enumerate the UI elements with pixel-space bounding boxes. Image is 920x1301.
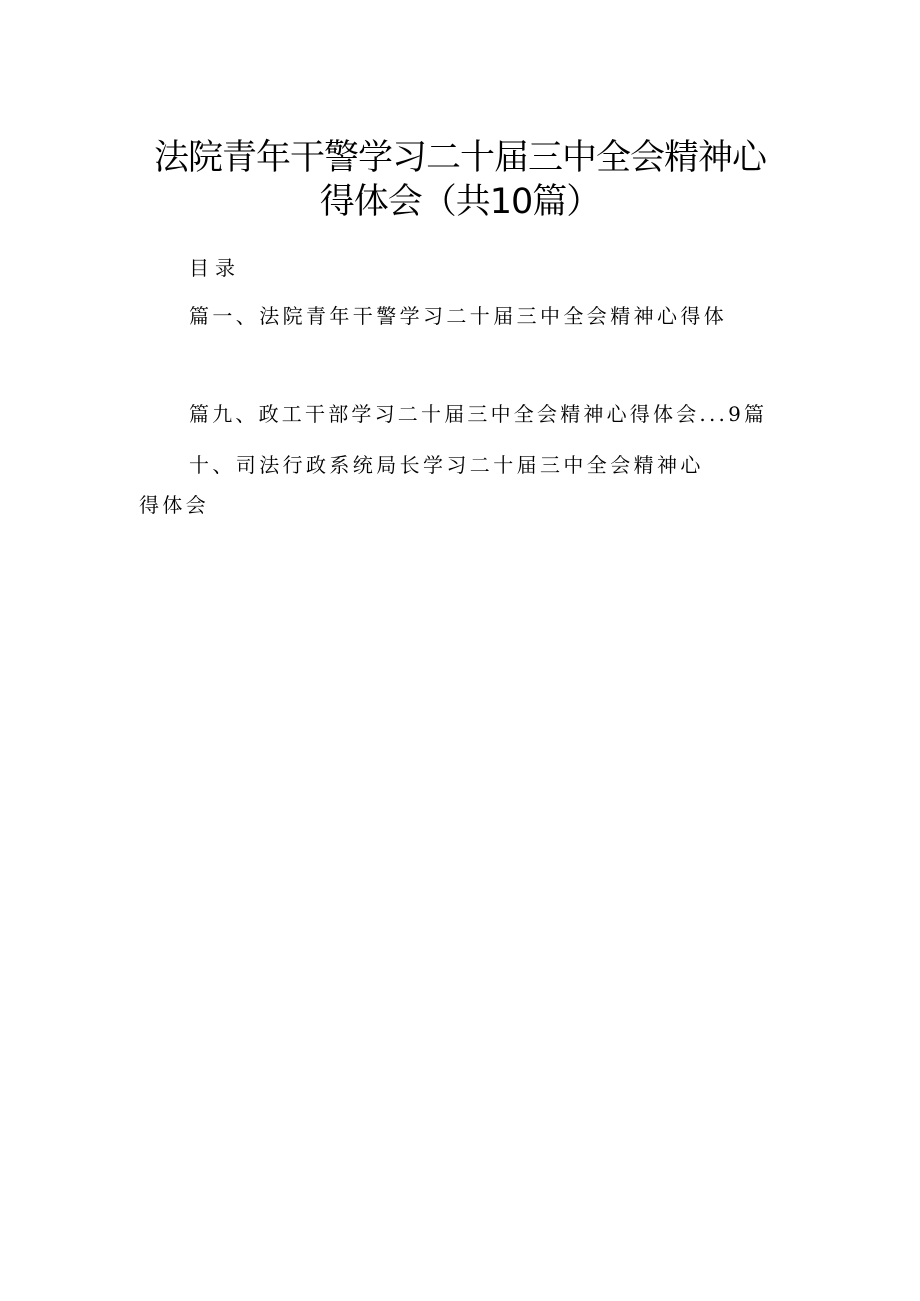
toc-heading: 目录 <box>189 256 241 280</box>
toc-entry-10-line-2: 得体会 <box>139 493 210 517</box>
document-title-line-2: 得体会（共10篇） <box>319 182 601 222</box>
toc-entry-9: 篇九、政工干部学习二十届三中全会精神心得体会...9篇 <box>189 402 768 426</box>
toc-entry-10-line-1: 十、司法行政系统局长学习二十届三中全会精神心 <box>189 453 704 477</box>
document-title-line-1: 法院青年干警学习二十届三中全会精神心 <box>153 138 766 178</box>
toc-entry-1: 篇一、法院青年干警学习二十届三中全会精神心得体 <box>189 304 728 328</box>
